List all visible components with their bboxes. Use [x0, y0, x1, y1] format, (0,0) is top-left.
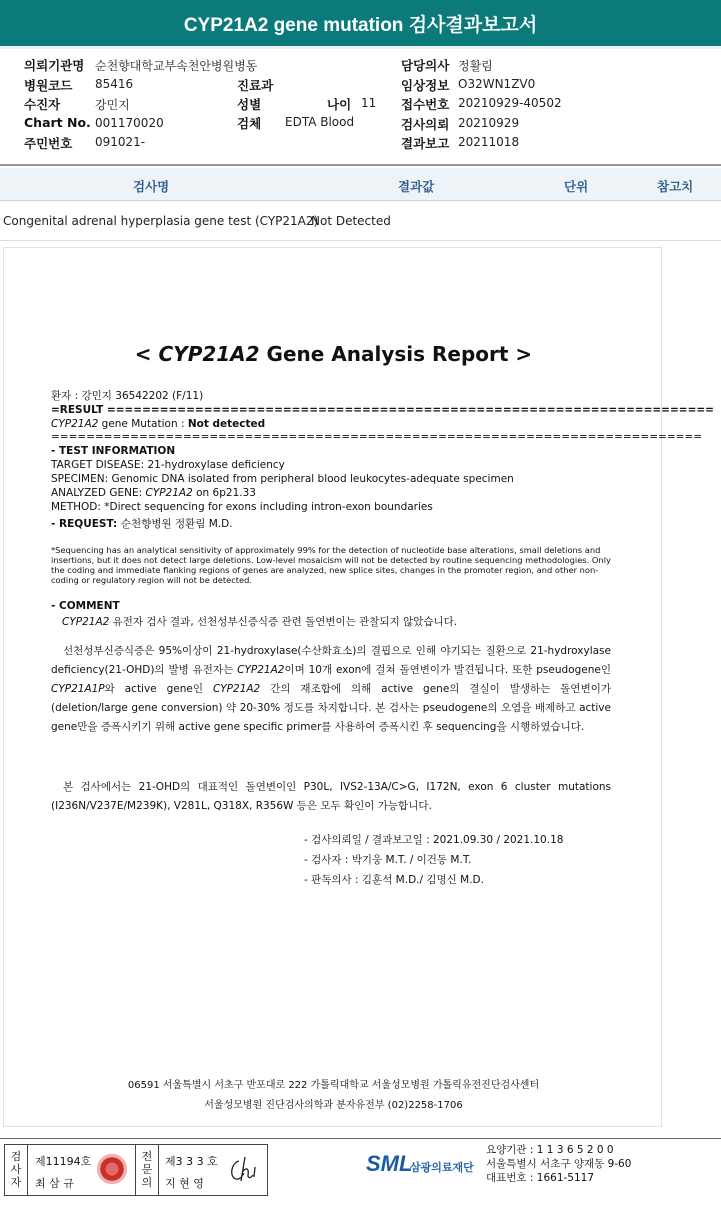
physicians-line: - 판독의사 : 김훈석 M.D./ 김명신 M.D.	[304, 874, 484, 886]
age-label: 나이	[327, 97, 352, 112]
doctor-label: 담당의사	[401, 58, 450, 73]
sex-label: 성별	[237, 97, 262, 112]
hospital-code-label: 병원코드	[24, 78, 73, 93]
info-divider	[0, 164, 721, 166]
recipient-value: 강민지	[95, 98, 130, 112]
institution-value: 순천향대학교부속천안병원병동	[95, 59, 258, 73]
box-divider	[158, 1145, 159, 1195]
patient-info	[0, 52, 721, 152]
result-table-header	[0, 168, 721, 201]
specialist-license: 제3 3 3 호	[165, 1155, 218, 1168]
lab-department: 서울성모병원 진단검사의학과 분자유전부 (02)2258-1706	[204, 1100, 463, 1111]
doctor-value: 정활림	[458, 59, 493, 73]
target-disease: TARGET DISEASE: 21-hydroxylase deficiency	[51, 459, 285, 471]
clinical-value: O32WN1ZV0	[458, 77, 536, 91]
sml-logo-mark: SML	[366, 1151, 413, 1176]
result-header: =RESULT =====================================================================	[51, 404, 714, 416]
footer	[0, 1138, 721, 1207]
recipient-label: 수진자	[24, 97, 61, 112]
request-date-label: 검사의뢰	[401, 117, 450, 132]
company-phone: 대표번호 : 1661-5117	[486, 1172, 595, 1184]
institution-label: 의뢰기관명	[24, 58, 85, 73]
clinical-label: 임상정보	[401, 78, 450, 93]
technicians-line: - 검사자 : 박기웅 M.T. / 이건동 M.T.	[304, 854, 472, 866]
examiner-vertical-label: 검 사 자	[10, 1150, 22, 1189]
page-title: CYP21A2 gene mutation 검사결과보고서	[183, 15, 538, 36]
care-institution-no: 요양기관 : 1 1 3 6 5 2 0 0	[486, 1144, 614, 1156]
resident-no-label: 주민번호	[24, 136, 73, 151]
dates-line: - 검사의뢰일 / 결과보고일 : 2021.09.30 / 2021.10.18	[304, 834, 564, 846]
specimen-label: 검체	[237, 116, 262, 131]
examiner-name: 최 삼 규	[35, 1177, 74, 1190]
chart-no-value: 001170020	[95, 116, 164, 130]
resident-no-value: 091021-	[95, 135, 146, 149]
col-reference: 참고치	[657, 179, 694, 194]
gene-analysis-report	[3, 247, 714, 1127]
mutation-line: CYP21A2 gene Mutation : Not detected	[51, 418, 266, 430]
col-result: 결과값	[398, 179, 435, 194]
dept-label: 진료과	[237, 78, 274, 93]
company-address: 서울특별시 서초구 양재동 9-60	[486, 1158, 632, 1170]
report-date-label: 결과보고	[401, 136, 450, 151]
box-divider	[27, 1145, 28, 1195]
rule-line: ==========================================================================	[51, 431, 703, 443]
sml-logo	[366, 1151, 474, 1177]
specialist-vertical-label: 전 문 의	[141, 1150, 153, 1189]
company-info	[486, 1143, 631, 1185]
title-separator	[0, 46, 721, 49]
specimen-line: SPECIMEN: Genomic DNA isolated from peripheral blood leukocytes-adequate specimen	[51, 473, 514, 485]
lab-address: 06591 서울특별시 서초구 반포대로 222 가톨릭대학교 서울성모병원 가톨릭유전진단검사센터	[127, 1080, 540, 1091]
receipt-value: 20210929-40502	[458, 96, 562, 110]
analyzed-gene: ANALYZED GENE: CYP21A2 on 6p21.33	[51, 487, 256, 499]
sensitivity-note: *Sequencing has an analytical sensitivity of approximately 99% for the detection of nucleotide base alterations, small deletions and insertions, but it does not detect large deletions. Low-level mosaicism will not be detected by routine sequencing methodologies. Only the coding and immediate flanking regions of genes are analyzed, new splice sites, changes in the promoter region, and other non-coding or regulatory region will not be detected.	[51, 545, 611, 585]
report-date-value: 20211018	[458, 135, 520, 149]
table-row	[0, 201, 721, 241]
patient-line: 환자 : 강민지 36542202 (F/11)	[51, 390, 204, 402]
receipt-label: 접수번호	[401, 97, 450, 112]
comment-paragraph-2: 본 검사에서는 21-OHD의 대표적인 돌연변이인 P30L, IVS2-13A/C>G, I172N, exon 6 cluster mutations (I236N/V237E/M239K), V281L, Q318X, R356W 등은 모두 확인이 가능합니다.	[51, 781, 611, 812]
col-test-name: 검사명	[133, 179, 170, 194]
report-title: < CYP21A2 Gene Analysis Report >	[134, 342, 533, 366]
request-line: - REQUEST: 순천향병원 정환림 M.D.	[51, 518, 233, 530]
comment-line: CYP21A2 유전자 검사 결과, 선천성부신증식증 관련 돌연변이는 관찰되지 않았습니다.	[62, 616, 458, 628]
request-date-value: 20210929	[458, 116, 520, 130]
row-result: Not Detected	[311, 214, 391, 228]
specimen-value: EDTA Blood	[285, 115, 355, 129]
report-title-bar	[0, 0, 721, 49]
company-name: 삼광의료재단	[410, 1161, 474, 1174]
specialist-name: 지 현 영	[165, 1177, 204, 1190]
method-line: METHOD: *Direct sequencing for exons including intron-exon boundaries	[51, 501, 433, 513]
hospital-code-value: 85416	[95, 77, 134, 91]
comment-header: - COMMENT	[51, 600, 120, 612]
row-test-name: Congenital adrenal hyperplasia gene test (CYP21A2)	[3, 214, 319, 228]
age-value: 11	[361, 96, 377, 110]
col-unit: 단위	[564, 179, 589, 194]
test-info-header: - TEST INFORMATION	[51, 445, 176, 457]
chart-no-label: Chart No.	[24, 115, 91, 130]
examiner-license: 제11194호	[35, 1155, 92, 1168]
signature-icon	[227, 1153, 263, 1187]
signature-box	[4, 1144, 268, 1196]
comment-paragraph-1: 선천성부신증식증은 95%이상이 21-hydroxylase(수산화효소)의 결핍으로 인해 야기되는 질환으로 21-hydroxylase deficiency(21-OHD)의 발병 유전자는 CYP21A2이며 10개 exon에 걸쳐 돌연변이가 발견됩니다. 또한 pseudogene인 CYP21A1P와 active gene인 CYP21A2 간의 재조합에 의해 active gene의 결실이 발생하는 돌연변이가(deletion/large gene conversion) 약 20-30% 정도를 차지합니다. 본 검사는 pseudogene의 오염을 배제하고 active gene만을 증폭시키기 위해 active gene specific primer를 사용하여 증폭시킨 후 sequencing을 시행하였습니다.	[51, 645, 611, 733]
seal-stamp-icon	[97, 1154, 127, 1184]
